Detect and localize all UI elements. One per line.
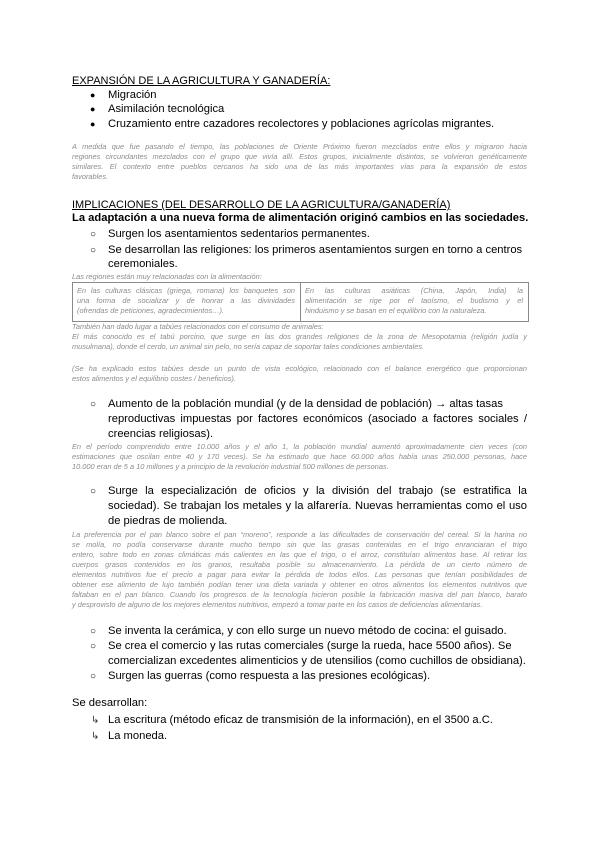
arrow-bullet-icon: ↳ xyxy=(91,715,100,726)
list-item: ↳ La moneda. xyxy=(91,730,168,742)
bullet-icon: ● xyxy=(90,119,96,129)
list-item-continuation: comercializan excedentes alimenticios y de utensilios (como cuchillos de obsidiana). xyxy=(108,655,526,667)
adaptacion-heading: La adaptación a una nueva forma de alimentación originó cambios en las sociedades. xyxy=(72,212,529,224)
list-item: ● Cruzamiento entre cazadores recolectores y poblaciones agrícolas migrantes. xyxy=(90,118,495,130)
circle-bullet-icon: ○ xyxy=(90,486,97,497)
periodo-note: En el período comprendido entre 10.000 años y el año 1, la población mundial aumentó aproximadamente cien veces (con estimaciones que oscilan entre 40 y 170 veces). Se ha estimado que hace 60.000 años había unas 250.000 personas, hace 10.000 eran de 5 a 10 millones y a principio de la revolución industrial 500 millones de personas. xyxy=(72,442,527,471)
circle-bullet-icon: ○ xyxy=(90,245,97,256)
circle-bullet-icon: ○ xyxy=(90,671,97,682)
table-cell-asian: En las culturas asiáticas (China, Japón, India) la alimentación se rige por el taoísmo, el budismo y el hinduismo y se basan en el equilibrio con la naturaleza. xyxy=(305,286,523,315)
list-item-continuation: creencias religiosas). xyxy=(108,428,214,440)
explicado-note: (Se ha explicado estos tabúes desde un punto de vista ecológico, relacionado con el balance energético que proporcionan estos alimentos y el equilibrio costes / beneficios). xyxy=(72,364,527,383)
list-item-continuation: de piedras de molienda. xyxy=(108,515,228,527)
circle-bullet-icon: ○ xyxy=(90,641,97,652)
regiones-note: Las regiones están muy relacionadas con la alimentación: xyxy=(72,272,262,281)
table-cell-classical: En las culturas clásicas (griega, romana) los banquetes son una forma de socializar y de honrar a las divinidades (ofrendas de peticiones, agradecimientos…). xyxy=(77,286,295,315)
expansion-title: EXPANSIÓN DE LA AGRICULTURA Y GANADERÍA: xyxy=(72,75,331,87)
list-item: ○ Surge la especialización de oficios y la división del trabajo (se estratifica la xyxy=(90,485,527,497)
tabues-note: También han dado lugar a tabúes relacionados con el consumo de animales: El más conocido es el tabú porcino, que surge en las dos grandes religiones de la zona de Mesopotamia (religión judía y musulmana), donde el cerdo, un animal sin pelo, no sería capaz de soportar tales condiciones ambientales. xyxy=(72,322,527,351)
bullet-icon: ● xyxy=(90,104,96,114)
circle-bullet-icon: ○ xyxy=(90,626,97,637)
table-divider xyxy=(300,283,301,321)
list-item: ○ Aumento de la población mundial (y de la densidad de población) → altas tasas xyxy=(90,398,503,410)
implicaciones-title: IMPLICACIONES (DEL DESARROLLO DE LA AGRICULTURA/GANADERÍA) xyxy=(72,199,451,211)
expansion-note: A medida que fue pasando el tiempo, las poblaciones de Oriente Próximo fueron mezclados entre ellos y migraron hacia regiones circundantes mezclados con el grupo que vivía allí. Estos grupos, inicialmente distintos, se volvieron genéticamente similares. El contexto entre pueblos cercanos ha sido una de las más importantes vías para la expansión de estos favorables. xyxy=(72,142,527,181)
list-item: ○ Se inventa la cerámica, y con ello surge un nuevo método de cocina: el guisado. xyxy=(90,625,507,637)
list-item: ○ Surgen las guerras (como respuesta a las presiones ecológicas). xyxy=(90,670,431,682)
list-item: ○ Se desarrollan las religiones: los primeros asentamientos surgen en torno a centros xyxy=(90,244,523,256)
list-item-continuation: sociedad). Se trabajan los metales y la alfarería. Nuevas herramientas como el uso xyxy=(108,500,527,512)
list-item-continuation: reproductivas impuestas por factores económicos (asociado a factores sociales / xyxy=(108,413,527,425)
list-item: ○ Se crea el comercio y las rutas comerciales (surge la rueda, hace 5500 años). Se xyxy=(90,640,512,652)
list-item: ○ Surgen los asentamientos sedentarios permanentes. xyxy=(90,228,370,240)
list-item: ● Asimilación tecnológica xyxy=(90,103,225,115)
list-item: ● Migración xyxy=(90,89,157,101)
list-item: ↳ La escritura (método eficaz de transmisión de la información), en el 3500 a.C. xyxy=(91,714,493,726)
bullet-icon: ● xyxy=(90,90,96,100)
desarrollan-heading: Se desarrollan: xyxy=(72,697,148,709)
pan-note: La preferencia por el pan blanco sobre el pan “moreno”, responde a las dificultades de conservación del cereal. Si la harina no se molía, no podía conservarse durante mucho tiempo sin que las grasas contenidas en el trigo enranciaran el trigo entero, sobre todo en zonas climáticas más calientes en las que el trigo, o el arroz, constituían alimentos base. Al retirar los cuerpos grasos contenidos en los granos, resultaba posible su almacenamiento. La pérdida de un cierto número de elementos nutritivos fue el precio a pagar para evitar la pérdida de todos ellos. Las personas que tenían posibilidades de obtener ese alimento de lujo también podían tener una dieta variada y obtener en otros alimentos los elementos nutritivos que faltaban en el pan blanco. Cuando los progresos de la tecnología hicieron posible la fabricación masiva del pan blanco, barato y desprovisto de alguno de los mejores elementos nutritivos, empezó a tomar parte en los casos de deficiencias alimentarias. xyxy=(72,530,527,609)
comparison-table xyxy=(72,282,529,322)
list-item-continuation: ceremoniales. xyxy=(108,258,178,270)
circle-bullet-icon: ○ xyxy=(90,229,97,240)
arrow-bullet-icon: ↳ xyxy=(91,731,100,742)
circle-bullet-icon: ○ xyxy=(90,399,97,410)
